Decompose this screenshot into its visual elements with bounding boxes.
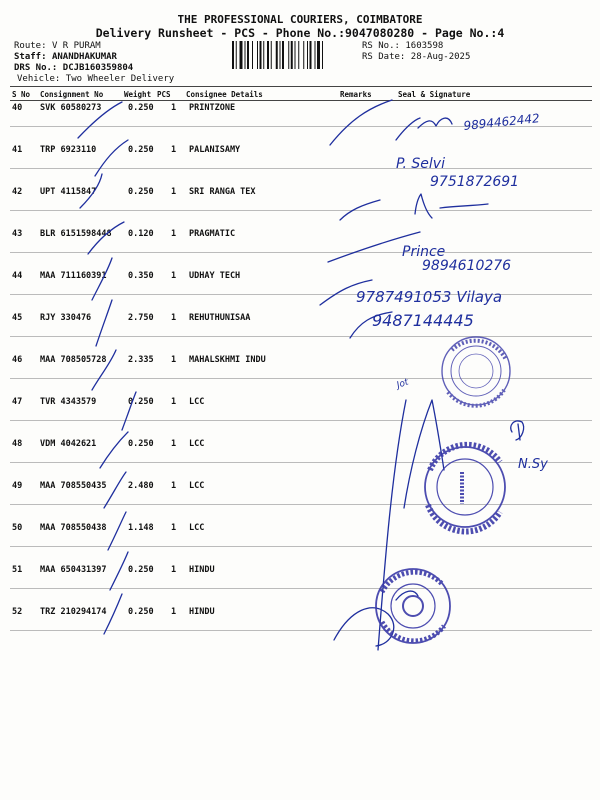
row-divider	[10, 630, 592, 631]
handwriting-row45: 9487144445	[372, 311, 474, 330]
handwriting-row40: 9894462442	[462, 111, 541, 133]
barcode-bar	[322, 41, 323, 69]
drs-value: DCJB160359804	[62, 63, 134, 73]
remark-stroke	[320, 280, 372, 305]
vehicle-value: Two Wheeler Delivery	[65, 74, 175, 84]
barcode	[232, 41, 356, 69]
cell-pcs: 1	[171, 397, 177, 407]
cell-sno: 52	[12, 607, 23, 617]
handwriting-row48: N.Sy	[518, 457, 548, 472]
cell-sno: 50	[12, 523, 23, 533]
col-remarks: Remarks	[340, 90, 372, 99]
cell-sno: 41	[12, 145, 23, 155]
cell-sno: 42	[12, 187, 23, 197]
cell-pcs: 1	[171, 145, 177, 155]
cell-consignment: TVR 4343579	[40, 397, 97, 407]
cell-weight: 0.350	[128, 271, 154, 281]
staff-value: ANANDHAKUMAR	[51, 52, 117, 62]
runsheet-subtitle: Delivery Runsheet - PCS - Phone No.:9047080280 - Page No.:4	[95, 26, 505, 40]
cell-consignment: MAA 711160391	[40, 271, 107, 281]
row-divider	[10, 210, 592, 211]
barcode-bar	[298, 41, 299, 69]
staff-label: Staff:	[14, 52, 47, 62]
stamp-row46	[442, 337, 510, 406]
stamp-row49	[425, 445, 505, 532]
handwriting-row43-name: Prince	[402, 244, 446, 260]
cell-consignment: SVK 60580273	[40, 103, 102, 113]
cell-consignee: MAHALSKHMI INDU	[189, 355, 266, 365]
cell-consignment: TRP 6923110	[40, 145, 97, 155]
cell-pcs: 1	[171, 565, 177, 575]
cell-pcs: 1	[171, 355, 177, 365]
rs-no-value: 1603598	[405, 41, 444, 51]
vehicle-line	[17, 74, 174, 84]
remark-stroke	[350, 312, 392, 338]
cell-weight: 0.250	[128, 397, 154, 407]
cell-sno: 51	[12, 565, 23, 575]
remark-stroke	[330, 100, 392, 145]
stamp-row51	[376, 569, 450, 643]
row-divider	[10, 504, 592, 505]
cell-weight: 0.250	[128, 103, 154, 113]
barcode-bar	[303, 41, 304, 69]
cell-consignee: HINDU	[189, 607, 215, 617]
row-divider	[10, 126, 592, 127]
tick-mark	[96, 300, 112, 346]
cell-consignee: UDHAY TECH	[189, 271, 241, 281]
cell-consignment: UPT 4115847	[40, 187, 97, 197]
row-divider	[10, 546, 592, 547]
cell-sno: 47	[12, 397, 23, 407]
company-title: THE PROFESSIONAL COURIERS, COIMBATORE	[177, 13, 423, 26]
row-divider	[10, 294, 592, 295]
tick-mark	[108, 512, 126, 550]
handwriting-row46: Jot	[395, 377, 411, 391]
barcode-bar	[245, 41, 246, 69]
row-divider	[10, 462, 592, 463]
cell-consignee: REHUTHUNISAA	[189, 313, 251, 323]
cell-weight: 0.250	[128, 145, 154, 155]
cell-pcs: 1	[171, 481, 177, 491]
barcode-bar	[310, 41, 312, 69]
cell-consignee: LCC	[189, 439, 205, 449]
rs-date-line	[362, 52, 470, 62]
cell-consignee: PRAGMATIC	[189, 229, 236, 239]
col-weight: Weight	[124, 90, 152, 99]
cell-consignee: LCC	[189, 481, 205, 491]
tick-mark	[110, 552, 128, 590]
barcode-bar	[252, 41, 253, 69]
handwriting-row43-phone: 9894610276	[422, 258, 512, 274]
signature-row48-mark	[511, 421, 524, 440]
barcode-bar	[271, 41, 272, 69]
barcode-bar	[263, 41, 264, 69]
tick-mark	[104, 472, 126, 508]
barcode-bar	[315, 41, 316, 69]
handwriting-row41-phone: 9751872691	[430, 174, 520, 190]
cell-pcs: 1	[171, 271, 177, 281]
cell-consignment: RJY 330476	[40, 313, 92, 323]
table-header-rule	[10, 100, 592, 101]
col-pcs: PCS	[157, 90, 171, 99]
rs-date-value: 28-Aug-2025	[410, 52, 471, 62]
row-divider	[10, 252, 592, 253]
cell-weight: 0.120	[128, 229, 154, 239]
barcode-bar	[282, 41, 284, 69]
signature-row40	[396, 118, 452, 140]
barcode-bar	[257, 41, 258, 69]
cell-consignee: SRI RANGA TEX	[189, 187, 256, 197]
barcode-bar	[267, 41, 269, 69]
cell-sno: 45	[12, 313, 23, 323]
route-label: Route:	[14, 41, 47, 51]
rs-date-label: RS Date:	[362, 52, 406, 62]
cell-pcs: 1	[171, 229, 177, 239]
cell-consignment: MAA 708505728	[40, 355, 107, 365]
staff-line	[14, 52, 117, 62]
remark-stroke	[378, 400, 406, 650]
col-sno: S No	[12, 90, 31, 99]
tick-mark	[95, 140, 128, 176]
cell-weight: 2.335	[128, 355, 154, 365]
cell-sno: 40	[12, 103, 23, 113]
col-seal: Seal & Signature	[398, 90, 471, 99]
barcode-bar	[280, 41, 281, 69]
cell-pcs: 1	[171, 313, 177, 323]
route-line	[14, 41, 101, 51]
barcode-bar	[295, 41, 296, 69]
barcode-bar	[240, 41, 243, 69]
cell-sno: 46	[12, 355, 23, 365]
col-consignee: Consignee Details	[186, 90, 263, 99]
signature-row47	[404, 400, 444, 508]
cell-pcs: 1	[171, 439, 177, 449]
barcode-bar	[317, 41, 320, 69]
cell-pcs: 1	[171, 607, 177, 617]
cell-consignment: TRZ 210294174	[40, 607, 107, 617]
barcode-bar	[291, 41, 293, 69]
table-top-rule	[10, 86, 592, 87]
barcode-bar	[247, 41, 249, 69]
cell-weight: 2.480	[128, 481, 154, 491]
row-divider	[10, 168, 592, 169]
drs-line	[14, 63, 133, 73]
remark-stroke	[328, 232, 420, 262]
barcode-bar	[307, 41, 308, 69]
cell-weight: 2.750	[128, 313, 154, 323]
cell-consignee: PRINTZONE	[189, 103, 236, 113]
cell-consignment: MAA 708550438	[40, 523, 107, 533]
cell-consignee: HINDU	[189, 565, 215, 575]
barcode-bar	[260, 41, 262, 69]
barcode-bar	[276, 41, 278, 69]
tick-mark	[104, 594, 122, 634]
barcode-bar	[236, 41, 237, 69]
handwriting-row41-name: P. Selvi	[396, 156, 445, 172]
barcode-bar	[288, 41, 289, 69]
cell-weight: 0.250	[128, 187, 154, 197]
cell-weight: 0.250	[128, 607, 154, 617]
cell-consignment: BLR 6151598448	[40, 229, 112, 239]
cell-consignment: MAA 650431397	[40, 565, 107, 575]
barcode-bar	[232, 41, 234, 69]
signature-row51	[334, 591, 418, 646]
row-divider	[10, 336, 592, 337]
rs-no-label: RS No.:	[362, 41, 400, 51]
route-value: V R PURAM	[51, 41, 101, 51]
row-divider	[10, 420, 592, 421]
cell-consignment: VDM 4042621	[40, 439, 97, 449]
cell-weight: 1.148	[128, 523, 154, 533]
vehicle-label: Vehicle:	[17, 74, 61, 84]
cell-weight: 0.250	[128, 439, 154, 449]
cell-consignment: MAA 708550435	[40, 481, 107, 491]
drs-label: DRS No.:	[14, 63, 58, 73]
rs-no-line	[362, 41, 443, 51]
cell-sno: 48	[12, 439, 23, 449]
col-consignment: Consignment No	[40, 90, 104, 99]
handwriting-row44: 9787491053 Vilaya	[356, 288, 503, 306]
cell-pcs: 1	[171, 103, 177, 113]
cell-consignee: LCC	[189, 523, 205, 533]
row-divider	[10, 378, 592, 379]
cell-pcs: 1	[171, 523, 177, 533]
cell-sno: 43	[12, 229, 23, 239]
signature-row42	[415, 194, 488, 218]
cell-consignee: PALANISAMY	[189, 145, 241, 155]
cell-pcs: 1	[171, 187, 177, 197]
cell-sno: 44	[12, 271, 23, 281]
row-divider	[10, 588, 592, 589]
cell-sno: 49	[12, 481, 23, 491]
cell-weight: 0.250	[128, 565, 154, 575]
cell-consignee: LCC	[189, 397, 205, 407]
